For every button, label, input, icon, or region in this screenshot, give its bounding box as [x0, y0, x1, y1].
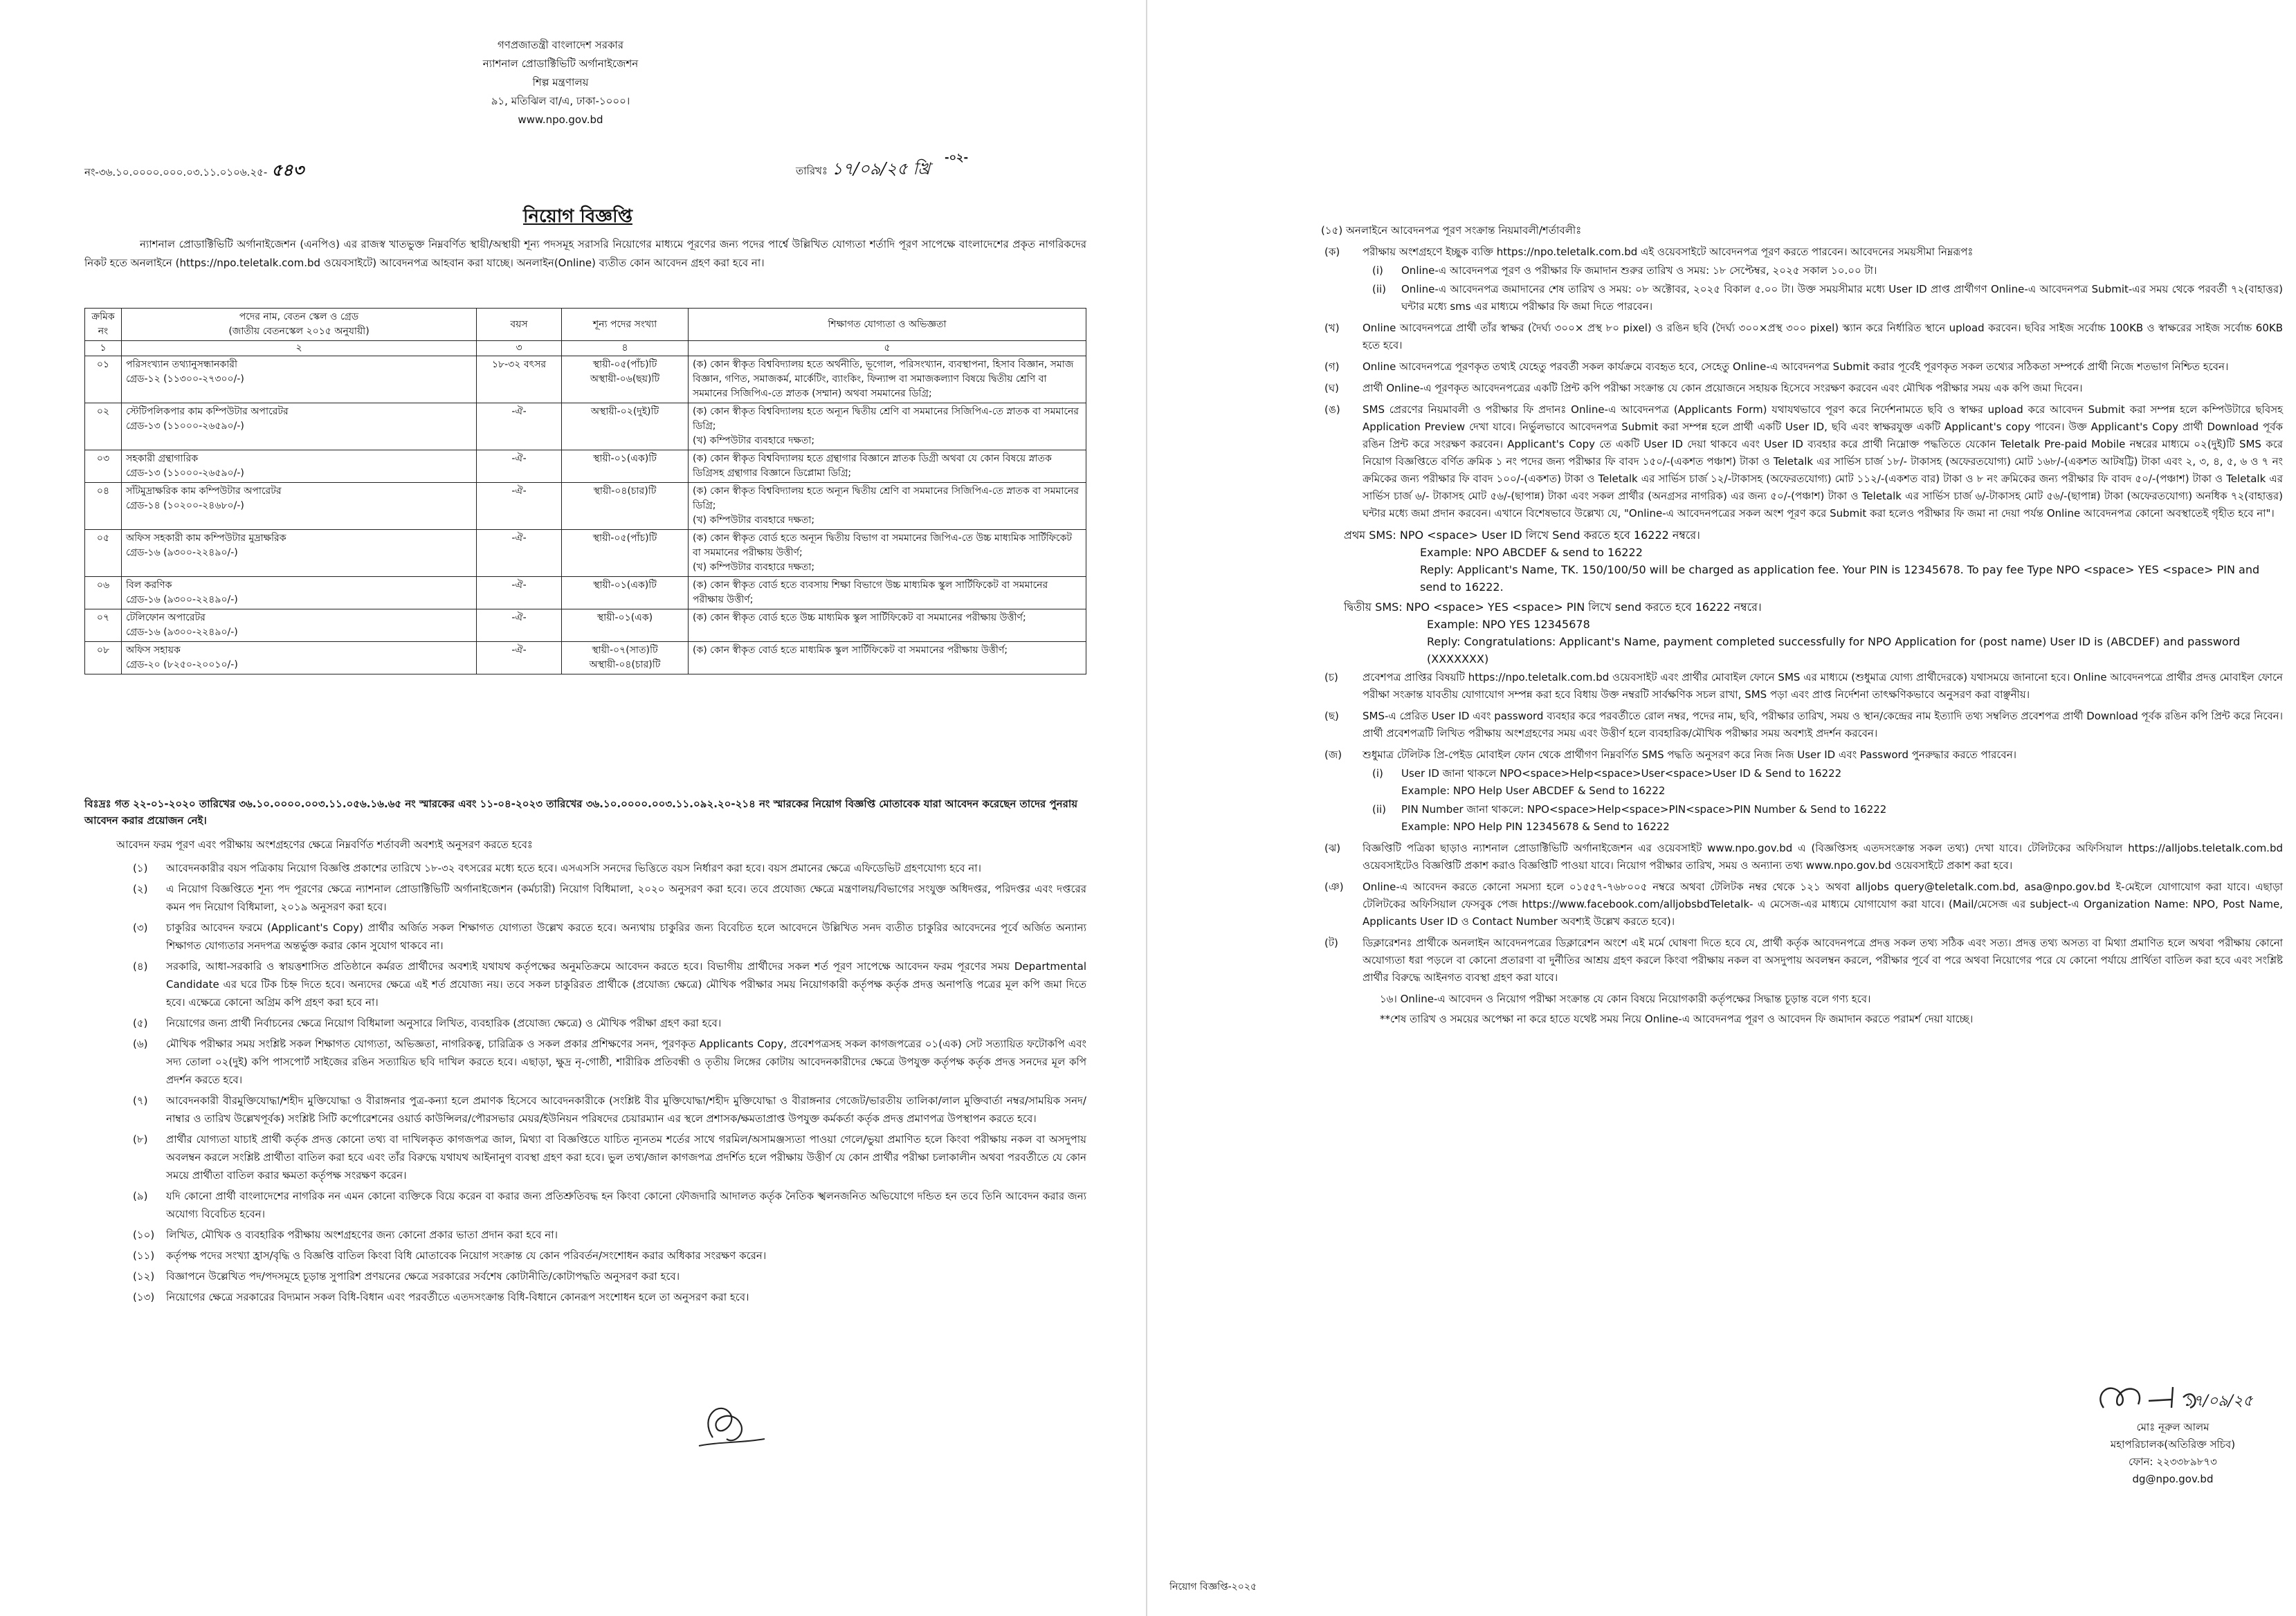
table-row — [85, 356, 1086, 403]
second-sms-reply: Reply: Congratulations: Applicant's Name, payment completed successfully for NPO Application for (post name) User ID is (ABCDEF) and password (XXXXXXX) — [1427, 635, 2241, 665]
condition-number: (৯) — [133, 1190, 148, 1202]
rule-label: (ঝ) — [1324, 842, 1341, 854]
vacancy-count: স্থায়ী-০১(এক) — [596, 612, 653, 623]
rule-sub-item — [1363, 281, 2283, 315]
post-name: অফিস সহায়ক — [126, 645, 181, 656]
condition-text: নিয়োগের জন্য প্রার্থী নির্বাচনের ক্ষেত্রে নিয়োগ বিধিমালা অনুসারে লিখিত, ব্যবহারিক (প্রযোজ্য ক্ষেত্রে) ও মৌখিক পরীক্ষা গ্রহণ করা হবে। — [166, 1017, 722, 1029]
post-name: সহকারী গ্রন্থাগারিক — [126, 453, 199, 464]
serial-cell: ০৮ — [85, 642, 122, 674]
rule-item — [1324, 320, 2283, 354]
age-cell: -ঐ- — [477, 642, 562, 674]
second-sms-block — [1344, 598, 2283, 668]
condition-item — [84, 1014, 1086, 1032]
qualification-cell — [689, 609, 1086, 642]
post-name: বিল করণিক — [126, 580, 172, 591]
rule-text: শুধুমাত্র টেলিটক প্রি-পেইড মোবাইল ফোন থেকে প্রার্থীগণ নিম্নবর্ণিত SMS পদ্ধতি অনুসরণ করে নিজ নিজ User ID এবং Password পুনরুদ্ধার করতে পারবেন। — [1363, 749, 2017, 761]
header-qualification: শিক্ষাগত যোগ্যতা ও অভিজ্ঞতা — [689, 309, 1086, 341]
condition-text: আবেদনকারী বীরমুক্তিযোদ্ধা/শহীদ মুক্তিযোদ্ধা ও বীরাঙ্গনার পুত্র-কন্যা হলে প্রমাণক হিসেবে আবেদনকারীকে (সংশ্লিষ্ট বীর মুক্তিযোদ্ধা/শহীদ মুক্তিযোদ্ধা ও বীরাঙ্গনার গেজেট/ভারতীয় তালিকা/লাল মুক্তিবার্তা নম্বর/সাময়িক সনদ/নাম্বার ও তারিখ উল্লেখপূর্বক) সংশ্লিষ্ট সিটি কর্পোরেশনের ওয়ার্ড কাউন্সিলর/পৌরসভার মেয়র/ইউনিয়ন পরিষদের চেয়ারম্যান এর স্থলে প্রশাসক/ক্ষমতাপ্রাপ্ত উপযুক্ত কর্মকর্তা কর্তৃক প্রদত্ত প্রমাণপত্র উপস্থাপন করতে হবে। — [166, 1094, 1086, 1125]
post-grade: গ্রেড-১৬ (৯৩০০-২২৪৯০/-) — [126, 594, 238, 605]
rule-label: (চ) — [1324, 671, 1338, 683]
qualification-line: (খ) কম্পিউটার ব্যবহারে দক্ষতা; — [693, 562, 815, 573]
govt-name: গণপ্রজাতন্ত্রী বাংলাদেশ সরকার — [497, 39, 624, 51]
rule-item — [1324, 358, 2283, 376]
condition-item — [84, 1247, 1086, 1265]
signatory-name: মোঃ নূরুল আলম — [2136, 1421, 2210, 1433]
column-number: ৩ — [477, 341, 562, 356]
qualification-cell — [689, 530, 1086, 577]
condition-text: নিয়োগের ক্ষেত্রে সরকারের বিদ্যমান সকল বিধি-বিধান এবং পরবর্তীতে এতদসংক্রান্ত বিধি-বিধানে কোনরূপ সংশোধন হলে তা অনুসরণ করা হবে। — [166, 1291, 749, 1303]
rule-label: (ঙ) — [1324, 403, 1340, 416]
table-row — [85, 450, 1086, 483]
vacancy-count: স্থায়ী-০৫(পাঁচ)টি — [592, 533, 657, 544]
online-rules-list — [1324, 244, 2283, 522]
rule-text: বিজ্ঞপ্তিটি পত্রিকা ছাড়াও ন্যাশনাল প্রোডাক্টিভিটি অর্গানাইজেশন এর ওয়েবসাইট www.npo.gov.bd এ (বিজ্ঞপ্তিসহ এতদসংক্রান্ত সকল তথ্য) দেখা যাবে। টেলিটকের অফিসিয়াল https://alljobs.teletalk.com.bd ওয়েবসাইটেও বিজ্ঞপ্তিটি প্রকাশ করাও বিজ্ঞপ্তিটি পাওয়া যাবে। নিয়োগ পরীক্ষার তারিখ, সময় ও অন্যান্য তথ্য www.npo.gov.bd ওয়েবসাইটে প্রকাশ করা হবে। — [1363, 842, 2283, 872]
rule-text: প্রার্থী Online-এ পূরণকৃত আবেদনপত্রের একটি প্রিন্ট কপি পরীক্ষা সংক্রান্ত যে কোন প্রয়োজনে সহায়ক হিসেবে সংরক্ষণ করবেন এবং মৌখিক পরীক্ষার সময় এক কপি জমা দিবেন। — [1363, 382, 2083, 394]
vacancy-cell — [562, 577, 689, 609]
table-row — [85, 577, 1086, 609]
qualification-line: (খ) কম্পিউটার ব্যবহারে দক্ষতা; — [693, 515, 815, 526]
rule-text: SMS-এ প্রেরিত User ID এবং password ব্যবহার করে পরবর্তীতে রোল নম্বর, পদের নাম, ছবি, পরীক্ষার তারিখ, সময় ও স্থান/কেন্দ্রের নাম ইত্যাদি তথ্য সম্বলিত প্রবেশপত্র প্রার্থী Download পূর্বক রঙিন কপি প্রিন্ট করে নিবেন। প্রার্থী প্রবেশপত্রটি লিখিত পরীক্ষায় অংশগ্রহণের সময় এবং উত্তীর্ণ হলে ব্যবহারিক/মৌখিক পরীক্ষার সময় অবশ্যই প্রদর্শন করবেন। — [1363, 710, 2283, 740]
qualification-line: (ক) কোন স্বীকৃত বিশ্ববিদ্যালয় হতে অন্যূন দ্বিতীয় শ্রেণি বা সমমানের সিজিপিএ-তে স্নাতক বা সমমানের ডিগ্রি; — [693, 406, 1079, 432]
rule-item — [1324, 935, 2283, 986]
vacancy-count: স্থায়ী-০৪(চার)টি — [593, 486, 657, 497]
vacancy-cell — [562, 356, 689, 403]
vacancy-table-body — [85, 356, 1086, 674]
rule-sub-text: PIN Number জানা থাকলে: NPO<space>Help<space>PIN<space>PIN Number & Send to 16222 — [1401, 803, 1887, 816]
signatory-designation: মহাপরিচালক(অতিরিক্ত সচিব) — [2110, 1438, 2236, 1451]
condition-text: এ নিয়োগ বিজ্ঞপ্তিতে শূন্য পদ পূরণের ক্ষেত্রে ন্যাশনাল প্রোডাক্টিভিটি অর্গানাইজেশন (কর্মচারী) নিয়োগ বিধিমালা, ২০২০ অনুসরণ করা হবে। তবে প্রযোজ্য ক্ষেত্রে মন্ত্রণালয়/বিভাগের সংযুক্ত অধিদপ্তর, পরিদপ্তর এবং দপ্তরের কমন পদ নিয়োগ বিধিমালা, ২০১৯ অনুসরণ করা হবে। — [166, 883, 1086, 913]
page-footer: নিয়োগ বিজ্ঞপ্তি-২০২৫ — [1169, 1581, 1257, 1592]
qualification-line: (খ) কম্পিউটার ব্যবহারে দক্ষতা; — [693, 435, 815, 446]
post-name: পরিসংখ্যান তথ্যানুসন্ধানকারী — [126, 359, 237, 370]
condition-number: (১০) — [133, 1229, 155, 1241]
rule-item — [1324, 380, 2283, 397]
signatory-email: dg@npo.gov.bd — [2132, 1473, 2214, 1485]
org-website: www.npo.gov.bd — [518, 113, 603, 126]
serial-cell: ০৫ — [85, 530, 122, 577]
qualification-cell — [689, 483, 1086, 530]
conditions-list — [84, 859, 1086, 1309]
date-handwritten: ১৭/০৯/২৫ খ্রি — [832, 159, 931, 178]
header-post-name-sub: (জাতীয় বেতনস্কেল ২০১৫ অনুযায়ী) — [228, 326, 370, 337]
date-label: তারিখঃ — [796, 165, 828, 177]
post-name: অফিস সহকারী কাম কম্পিউটার মুদ্রাক্ষরিক — [126, 533, 286, 544]
rule-item — [1324, 746, 2283, 836]
condition-number: (৮) — [133, 1133, 148, 1146]
condition-number: (৫) — [133, 1017, 148, 1029]
rule-text: SMS প্রেরণের নিয়মাবলী ও পরীক্ষার ফি প্রদানঃ Online-এ আবেদনপত্র (Applicants Form) যথাযথভাবে পূরণ করে নির্দেশনামতে ছবি ও স্বাক্ষর upload করে আবেদন Submit করা সম্পন্ন হলে কম্পিউটারে ছবিসহ Application Preview দেখা যাবে। নির্ভুলভাবে আবেদনপত্র Submit করা সম্পন্ন হলে প্রার্থী একটি User ID, ছবি এবং স্বাক্ষরযুক্ত একটি Applicant's copy পাবেন। উক্ত Applicant's Copy প্রার্থী Download পূর্বক রঙিন প্রিন্ট করে সংরক্ষণ করবেন। Applicant's Copy তে একটি User ID দেয়া থাকবে এবং User ID ব্যবহার করে প্রার্থী নিম্নোক্ত পদ্ধতিতে যেকোন Teletalk Pre-paid Mobile নম্বরের মাধ্যমে ০২(দুই)টি SMS করে নিয়োগ বিজ্ঞপ্তিতে বর্ণিত ক্রমিক ১ নং পদের জন্য পরীক্ষার ফি বাবদ ১৫০/-(একশত পঞ্চাশ) টাকা ও Teletalk এর সার্ভিস চার্জ ১৮/- টাকাসহ (অফেরতযোগ্য) মোট ১৬৮/-(একশত আটষট্টি) টাকা এবং ২, ৩, ৪, ৫, ৬ ও ৭ নং ক্রমিকের জন্য পরীক্ষার ফি বাবদ ১০০/-(একশত) টাকা ও Teletalk এর সার্ভিস চার্জ ১২/-টাকাসহ (অফেরতযোগ্য) মোট ১১২/-(একশত বার) টাকা ও ৮ নং ক্রমিকের জন্য পরীক্ষার ফি বাবদ ৫০/-(পঞ্চাশ) টাকা ও Teletalk এর সার্ভিস চার্জ ৬/- টাকাসহ মোট ৫৬/-(ছাপান্ন) টাকা এবং সকল প্রার্থীর (অনগ্রসর নাগরিক) এর জন্য ৫০/-(পঞ্চাশ) টাকা ও Teletalk এর সার্ভিস চার্জ ৬/-টাকাসহ মোট ৫৬/-(ছাপান্ন) টাকা (অফেরতযোগ্য) অনধিক ৭২(বাহাত্তর) ঘন্টার মধ্যে জমা প্রদান করবেন। এখানে বিশেষভাবে উল্লেখ্য যে, "Online-এ আবেদনপত্রের সকল অংশ পূরণ করে Submit করা হলেও পরীক্ষার ফি জমা না দেয়া পর্যন্ত Online আবেদনপত্র কোনো অবস্থাতেই গৃহীত হবে না"। — [1363, 403, 2283, 520]
serial-cell: ০৩ — [85, 450, 122, 483]
condition-item — [84, 1226, 1086, 1244]
age-cell: -ঐ- — [477, 609, 562, 642]
serial-cell: ০২ — [85, 403, 122, 450]
column-number: ৫ — [689, 341, 1086, 356]
first-sms-instruction: প্রথম SMS: NPO <space> User ID লিখে Send করতে হবে 16222 নম্বরে। — [1344, 529, 1700, 542]
second-sms-instruction: দ্বিতীয় SMS: NPO <space> YES <space> PIN লিখে send করতে হবে 16222 নম্বরে। — [1344, 600, 1762, 614]
condition-number: (১১) — [133, 1249, 155, 1262]
post-cell — [122, 356, 477, 403]
rule-text: Online আবেদনপত্রে প্রার্থী তাঁর স্বাক্ষর (দৈর্ঘ্য ৩০০× প্রস্থ ৮০ pixel) ও রঙিন ছবি (দৈর্ঘ্য ৩০০×প্রস্থ ৩০০ pixel) স্ক্যান করে নির্ধারিত স্থানে upload করবেন। ছবির সাইজ সর্বোচ্চ 100KB ও স্বাক্ষরের সাইজ সর্বোচ্চ 60KB হতে হবে। — [1363, 322, 2283, 351]
condition-text: সরকারি, আধা-সরকারি ও স্বায়ত্তশাসিত প্রতিষ্ঠানে কর্মরত প্রার্থীদের অবশ্যই যথাযথ কর্তৃপক্ষের অনুমতিক্রমে আবেদন করতে হবে। বিভাগীয় প্রার্থীদের সকল শর্ত পূরণ সাপেক্ষে আবেদন ফরম পূরণের সময় Departmental Candidate এর ঘরে টিক চিহ্ন দিতে হবে। অন্যদের ক্ষেত্রে এই শর্ত প্রযোজ্য নয়। তবে সকল চাকুরিরত প্রার্থীকে (প্রযোজ্য ক্ষেত্রে) মৌখিক পরীক্ষার সময় নিয়োগকারী কর্তৃপক্ষ কর্তৃক প্রদত্ত অনাপত্তি পত্রের মূল কপি জমা দিতে হবে। এক্ষেত্রে কোনো অগ্রিম কপি গ্রহণ করা হবে না। — [166, 960, 1086, 1009]
rule-text: পরীক্ষায় অংশগ্রহণে ইচ্ছুক ব্যক্তি https://npo.teletalk.com.bd এই ওয়েবসাইটে আবেদনপত্র পূরণ করতে পারবেন। আবেদনের সময়সীমা নিম্নরূপঃ — [1363, 246, 1974, 258]
qualification-line: (ক) কোন স্বীকৃত বোর্ড হতে মাধ্যমিক স্কুল সার্টিফিকেট বা সমমানের পরীক্ষায় উত্তীর্ণ; — [693, 645, 1008, 656]
column-number: ৪ — [562, 341, 689, 356]
ministry-name: শিল্প মন্ত্রণালয় — [532, 76, 589, 89]
table-row — [85, 403, 1086, 450]
age-cell: -ঐ- — [477, 450, 562, 483]
condition-number: (৬) — [133, 1038, 148, 1050]
rule-text: Online আবেদনপত্রে পূরণকৃত তথ্যই যেহেতু পরবর্তী সকল কার্যক্রমে ব্যবহৃত হবে, সেহেতু Online-এ আবেদনপত্র Submit করার পূর্বেই পূরণকৃত সকল তথ্যের সঠিকতা সম্পর্কে প্রার্থী নিজে শতভাগ নিশ্চিত হবেন। — [1363, 360, 2229, 373]
qualification-line: (ক) কোন স্বীকৃত বিশ্ববিদ্যালয় হতে অর্থনীতি, ভূগোল, পরিসংখ্যান, ব্যবস্থাপনা, হিসাব বিজ্ঞান, সমাজ বিজ্ঞান, গণিত, সমাজকর্ম, মার্কেটিং, ব্যাংকিং, ফিন্যান্স বা সমাজকল্যাণ বিষয়ে দ্বিতীয় শ্রেণি বা সমমানের সিজিপিএ-তে স্নাতক (সম্মান) অথবা সমমানের ডিগ্রি; — [693, 359, 1074, 399]
post-cell — [122, 642, 477, 674]
rule-sub-text: Online-এ আবেদনপত্র জমাদানের শেষ তারিখ ও সময়: ০৮ অক্টোবর, ২০২৫ বিকাল ৫.০০ টা। উক্ত সময়সীমার মধ্যে User ID প্রাপ্ত প্রার্থীগণ Online-এ আবেদনপত্র Submit-এর সময় থেকে পরবর্তী ৭২(বাহাত্তর) ঘন্টার মধ্যে sms এর মাধ্যমে পরীক্ষার ফি জমা দিতে পারবেন। — [1401, 283, 2283, 313]
condition-number: (১৩) — [133, 1291, 155, 1303]
rule-label: (ঘ) — [1324, 382, 1339, 394]
header-post-name-main: পদের নাম, বেতন স্কেল ও গ্রেড — [239, 311, 359, 322]
qualification-line: (ক) কোন স্বীকৃত বোর্ড হতে ব্যবসায় শিক্ষা বিভাগে উচ্চ মাধ্যমিক স্কুল সার্টিফিকেট বা সমমানের পরীক্ষায় উত্তীর্ণ; — [693, 580, 1048, 605]
rule-sub-example: Example: NPO Help User ABCDEF & Send to 16222 — [1401, 784, 1666, 797]
rule-text: প্রবেশপত্র প্রাপ্তির বিষয়টি https://npo.teletalk.com.bd ওয়েবসাইট এবং প্রার্থীর মোবাইল ফোনে SMS এর মাধ্যমে (শুধুমাত্র যোগ্য প্রার্থীদেরকে) যথাসময়ে জানানো হবে। Online আবেদনপত্রে প্রার্থীর প্রদত্ত মোবাইল ফোনে পরীক্ষা সংক্রান্ত যাবতীয় যোগাযোগ সম্পন্ন করা হবে বিধায় উক্ত নম্বরটি সার্বক্ষণিক সচল রাখা, SMS পড়া এবং প্রাপ্ত নির্দেশনা তাৎক্ষণিকভাবে অনুসরণ করা বাঞ্ছনীয়। — [1363, 671, 2283, 701]
vacancy-table — [84, 308, 1086, 674]
condition-item — [84, 1267, 1086, 1285]
table-row — [85, 530, 1086, 577]
serial-cell: ০১ — [85, 356, 122, 403]
first-sms-example: Example: NPO ABCDEF & send to 16222 — [1420, 546, 1643, 559]
condition-text: যদি কোনো প্রার্থী বাংলাদেশের নাগরিক নন এমন কোনো ব্যক্তিকে বিয়ে করেন বা করার জন্য প্রতিশ্রুতিবদ্ধ হন কিংবা কোনো ফৌজদারি আদালত কর্তৃক নৈতিক স্খলনজনিত অভিযোগে দন্ডিত হন তবে তিনি আবেদন করার জন্য অযোগ্য বিবেচিত হবেন। — [166, 1190, 1086, 1220]
rule-sub-item — [1363, 765, 2283, 800]
rule-label: (খ) — [1324, 322, 1340, 334]
age-cell: -ঐ- — [477, 577, 562, 609]
post-cell — [122, 530, 477, 577]
rule-label: (ক) — [1324, 246, 1340, 258]
rule-item — [1324, 244, 2283, 315]
post-grade: গ্রেড-১৬ (৯৩০০-২২৪৯০/-) — [126, 627, 238, 638]
condition-number: (২) — [133, 883, 148, 895]
memo-handwritten-number: ৫৪৩ — [271, 160, 304, 180]
qualification-line: (ক) কোন স্বীকৃত বিশ্ববিদ্যালয় হতে অন্যূন দ্বিতীয় শ্রেণি বা সমমানের সিজিপিএ-তে স্নাতক বা সমমানের ডিগ্রি; — [693, 486, 1079, 511]
qualification-cell — [689, 642, 1086, 674]
header-post-name — [122, 309, 477, 341]
rule-sub-label: (i) — [1372, 767, 1383, 780]
rule-label: (জ) — [1324, 749, 1342, 761]
qualification-cell — [689, 577, 1086, 609]
signature-block — [2069, 1373, 2277, 1488]
condition-text: প্রার্থীর যোগ্যতা যাচাই প্রার্থী কর্তৃক প্রদত্ত কোনো তথ্য বা দাখিলকৃত কাগজপত্র জাল, মিথ্যা বা বিজ্ঞপ্তিতে যাচিত ন্যূনতম শর্তের সাথে গরমিল/অসামঞ্জস্যতা পাওয়া গেলে/ভুয়া প্রমাণিত হলে কিংবা পরীক্ষায় নকল বা অসদুপায় অবলম্বন করলে সংশ্লিষ্ট প্রার্থীতা বাতিল করা হবে এবং তাঁর বিরুদ্ধে যথাযথ আইনানুগ ব্যবস্থা গ্রহণ করা হবে। ভুল তথ্য/জাল কাগজপত্র প্রদর্শিত হলে পরীক্ষায় উত্তীর্ণ যে কোন প্রার্থীর পরীক্ষা চলাকালীন অথবা পরবর্তীতে যে কোন সময়ে প্রার্থীতা বাতিল করার ক্ষমতা কর্তৃপক্ষ সংরক্ষণ করেন। — [166, 1133, 1086, 1182]
header-vacancy: শূন্য পদের সংখ্যা — [562, 309, 689, 341]
condition-number: (১২) — [133, 1270, 155, 1283]
post-grade: গ্রেড-১৩ (১১০০০-২৬৫৯০/-) — [126, 468, 244, 479]
serial-cell: ০৪ — [85, 483, 122, 530]
notice-intro: ন্যাশনাল প্রোডাক্টিভিটি অর্গানাইজেশন (এনপিও) এর রাজস্ব খাতভুক্ত নিম্নবর্ণিত স্থায়ী/অস্থায়ী শূন্য পদসমূহ সরাসরি নিয়োগের মাধ্যমে পূরণের জন্য পদের পার্শ্বে উল্লিখিত যোগ্যতা শর্তাদি পূরণ সাপেক্ষে বাংলাদেশের প্রকৃত নাগরিকদের নিকট হতে অনলাইনে (https://npo.teletalk.com.bd ওয়েবসাইটে) আবেদনপত্র আহবান করা যাচ্ছে। অনলাইন(Online) ব্যতীত কোন আবেদন গ্রহণ করা হবে না। — [84, 238, 1086, 269]
letterhead — [381, 36, 740, 129]
vacancy-count: স্থায়ী-০১(এক)টি — [593, 580, 657, 591]
vacancy-count: অস্থায়ী-০৬(ছয়)টি — [590, 374, 660, 385]
rule-label: (গ) — [1324, 360, 1340, 373]
rule-text: ডিক্লারেশনঃ প্রার্থীকে অনলাইন আবেদনপত্রের ডিক্লারেশন অংশে এই মর্মে ঘোষণা দিতে হবে যে, প্রার্থী কর্তৃক আবেদনপত্রে প্রদত্ত সকল তথ্য সঠিক এবং সত্য। প্রদত্ত তথ্য অসত্য বা মিথ্যা প্রমাণিত হলে অথবা পরীক্ষায় কোনো অযোগ্যতা ধরা পড়লে বা কোনো প্রতারণা বা দুর্নীতির আশ্রয় গ্রহণ করলে কিংবা পরীক্ষায় নকল বা অসদুপায় অবলম্বন করলে, পরীক্ষার পূর্বে বা পরে অথবা নিয়োগের পরে যে কোনো পর্যায়ে প্রার্থিতা বাতিল করা হবে এবং সংশ্লিষ্ট প্রার্থীর বিরুদ্ধে আইনগত ব্যবস্থা গ্রহণ করা যাবে। — [1363, 937, 2283, 984]
condition-text: মৌখিক পরীক্ষার সময় সংশ্লিষ্ট সকল শিক্ষাগত যোগ্যতা, অভিজ্ঞতা, নাগরিকত্ব, চারিত্রিক ও সকল প্রকার প্রশিক্ষণের সনদ, পূরণকৃত Applicants Copy, প্রবেশপত্রসহ সকল কাগজপত্রের ০১(এক) সেট সত্যায়িত ফটোকপি এবং সদ্য তোলা ০২(দুই) কপি পাসপোর্ট সাইজের রঙিন সত্যায়িত ছবি দাখিল করতে হবে। এছাড়া, ক্ষুদ্র নৃ-গোষ্ঠী, শারীরিক প্রতিবন্ধী ও তৃতীয় লিঙ্গের কোটায় আবেদনকারীদের ক্ষেত্রে উপযুক্ত কর্তৃপক্ষ কর্তৃক প্রদত্ত সনদের মূল কপি প্রদর্শন করতে হবে। — [166, 1038, 1086, 1086]
age-cell: ১৮-৩২ বৎসর — [477, 356, 562, 403]
rule-sub-label: (i) — [1372, 264, 1383, 277]
second-sms-example: Example: NPO YES 12345678 — [1427, 618, 1590, 631]
rule-sub-example: Example: NPO Help PIN 12345678 & Send to 16222 — [1401, 820, 1670, 833]
post-cell — [122, 609, 477, 642]
rule-text: Online-এ আবেদন করতে কোনো সমস্যা হলে ০১৫৫৭-৭৬৮০০৫ নম্বরে অথবা টেলিটক নম্বর থেকে ১২১ অথবা alljobs query@teletalk.com.bd, asa@npo.gov.bd ই-মেইলে যোগাযোগ করা যাবে। এছাড়া টেলিটকের অফিসিয়াল ফেসবুক পেজ https://www.facebook.com/alljobsbdTeletalk- এ মেসেজ-এর মাধ্যমে যোগাযোগ করা যাবে। (Mail/মেসেজ এর subject-এ Organization Name: NPO, Post Name, Applicants User ID ও Contact Number অবশ্যই উল্লেখ করতে হবে)। — [1363, 881, 2283, 928]
age-cell: -ঐ- — [477, 403, 562, 450]
memo-number — [84, 158, 304, 185]
first-sms-block — [1344, 526, 2283, 596]
condition-item — [84, 1035, 1086, 1089]
vacancy-cell — [562, 609, 689, 642]
post-grade: গ্রেড-১৬ (৯৩০০-২২৪৯০/-) — [126, 547, 238, 558]
serial-cell: ০৬ — [85, 577, 122, 609]
condition-text: বিজ্ঞাপনে উল্লেখিত পদ/পদসমূহে চূড়ান্ত সুপারিশ প্রণয়নের ক্ষেত্রে সরকারের সর্বশেষ কোটানীতি/কোটাপদ্ধতি অনুসরণ করা হবে। — [166, 1270, 680, 1283]
rule-sub-item — [1363, 262, 2283, 279]
condition-item — [84, 919, 1086, 955]
condition-item — [84, 880, 1086, 916]
post-grade: গ্রেড-১২ (১১৩০০-২৭৩০০/-) — [126, 374, 244, 385]
column-number: ১ — [85, 341, 122, 356]
header-age: বয়স — [477, 309, 562, 341]
column-number-row — [85, 341, 1086, 356]
rule-item — [1324, 669, 2283, 704]
qualification-cell — [689, 403, 1086, 450]
post-name: সাঁটমুদ্রাক্ষরিক কাম কম্পিউটার অপারেটর — [126, 486, 282, 497]
condition-item — [84, 1130, 1086, 1184]
notice-title: নিয়োগ বিজ্ঞপ্তি — [523, 206, 632, 227]
vacancy-count: অস্থায়ী-০৪(চার)টি — [589, 659, 661, 670]
initial-signature — [692, 1396, 768, 1458]
condition-number: (৪) — [133, 960, 148, 973]
age-cell: -ঐ- — [477, 483, 562, 530]
condition-number: (৩) — [133, 921, 148, 934]
org-address: ৯১, মতিঝিল বা/এ, ঢাকা-১০০০। — [491, 95, 630, 107]
online-rules-heading: (১৫) অনলাইনে আবেদনপত্র পূরণ সংক্রান্ত নিয়মাবলী/শর্তাবলীঃ — [1321, 224, 1582, 237]
rule-item — [1324, 401, 2283, 522]
condition-number: (১) — [133, 862, 148, 874]
post-name: টেলিফোন অপারেটর — [126, 612, 206, 623]
rule-sub-label: (ii) — [1372, 283, 1387, 295]
vacancy-count: স্থায়ী-০৫(পাঁচ)টি — [592, 359, 657, 370]
header-serial: ক্রমিক নং — [85, 309, 122, 341]
online-rules — [1324, 244, 2283, 1028]
vacancy-cell — [562, 403, 689, 450]
issue-date — [796, 156, 930, 184]
post-name: স্টেটিপলিকপার কাম কম্পিউটার অপারেটর — [126, 406, 289, 417]
vacancy-count: স্থায়ী-০১(এক)টি — [593, 453, 657, 464]
org-name: ন্যাশনাল প্রোডাক্টিভিটি অর্গানাইজেশন — [482, 57, 639, 70]
conditions-intro: আবেদন ফরম পূরণ এবং পরীক্ষায় অংশগ্রহণের ক্ষেত্রে নিম্নবর্ণিত শর্তাবলী অবশ্যই অনুসরণ করতে হবেঃ — [116, 838, 533, 851]
online-rules-list-continued — [1324, 669, 2283, 986]
vacancy-cell — [562, 450, 689, 483]
page-number: -০২- — [945, 151, 969, 164]
signature-date: ১৭/০৯/২৫ — [2183, 1393, 2253, 1410]
rule-sub-text: Online-এ আবেদনপত্র পূরণ ও পরীক্ষার ফি জমাদান শুরুর তারিখ ও সময়: ১৮ সেপ্টেম্বর, ২০২৫ সকাল ১০.০০ টা। — [1401, 264, 1877, 277]
vacancy-cell — [562, 530, 689, 577]
vacancy-cell — [562, 642, 689, 674]
memo-prefix: নং-৩৬.১০.০০০০.০০০.০৩.১১.০১০৬.২৫- — [84, 166, 268, 178]
rule-label: (ছ) — [1324, 710, 1339, 722]
rule-item — [1324, 840, 2283, 874]
previous-applicants-note: বিঃদ্রঃ গত ২২-০১-২০২০ তারিখের ৩৬.১০.০০০০.০০৩.১১.০৫৬.১৬.৬৫ নং স্মারকের এবং ১১-০৪-২০২৩ তারিখের ৩৬.১০.০০০০.০০৩.১১.০৯২.২০-২১৪ নং স্মারকের নিয়োগ বিজ্ঞপ্তি মোতাবেক যারা আবেদন করেছেন তাদের পুনরায় আবেদন করার প্রয়োজন নেই। — [84, 798, 1078, 827]
rule-label: (ঞ) — [1324, 881, 1344, 893]
condition-number: (৭) — [133, 1094, 148, 1107]
rule-sub-label: (ii) — [1372, 803, 1387, 816]
table-row — [85, 642, 1086, 674]
condition-item — [84, 859, 1086, 877]
post-cell — [122, 483, 477, 530]
deadline-advice: **শেষ তারিখ ও সময়ের অপেক্ষা না করে হাতে যথেষ্ট সময় নিয়ে Online-এ আবেদনপত্র পূরণ ও আবেদন ফি জমাদান করতে পরামর্শ দেয়া যাচ্ছে। — [1380, 1013, 1974, 1025]
signatory-phone: ফোন: ২২৩৩৮৯৮৭৩ — [2129, 1456, 2217, 1468]
column-number: ২ — [122, 341, 477, 356]
serial-cell: ০৭ — [85, 609, 122, 642]
qualification-cell — [689, 356, 1086, 403]
post-cell — [122, 403, 477, 450]
first-sms-reply: Reply: Applicant's Name, TK. 150/100/50 will be charged as application fee. Your PIN is 12345678. To pay fee Type NPO <space> YES <space> PIN and send to 16222. — [1420, 563, 2260, 594]
condition-item — [84, 1288, 1086, 1306]
condition-text: আবেদনকারীর বয়স পত্রিকায় নিয়োগ বিজ্ঞপ্তি প্রকাশের তারিখে ১৮-৩২ বৎসরের মধ্যে হতে হবে। এসএসসি সনদের ভিত্তিতে বয়স নির্ধারণ করা হবে। বয়স প্রমানের ক্ষেত্রে এফিডেভিট গ্রহণযোগ্য হবে না। — [166, 862, 981, 874]
condition-text: কর্তৃপক্ষ পদের সংখ্যা হ্রাস/বৃদ্ধি ও বিজ্ঞপ্তি বাতিল কিংবা বিধি মোতাবেক নিয়োগ সংক্রান্ত যে কোন পরিবর্তন/সংশোধন করার অধিকার সংরক্ষণ করেন। — [166, 1249, 767, 1262]
rule-item — [1324, 708, 2283, 742]
vacancy-count: অস্থায়ী-০২(দুই)টি — [590, 406, 659, 417]
rule-item — [1324, 879, 2283, 930]
post-cell — [122, 450, 477, 483]
final-decision-clause: ১৬। Online-এ আবেদন ও নিয়োগ পরীক্ষা সংক্রান্ত যে কোন বিষয়ে নিয়োগকারী কর্তৃপক্ষের সিদ্ধান্ত চূড়ান্ত বলে গণ্য হবে। — [1380, 993, 1871, 1005]
rule-label: (ট) — [1324, 937, 1338, 949]
age-cell: -ঐ- — [477, 530, 562, 577]
table-row — [85, 483, 1086, 530]
vacancy-cell — [562, 483, 689, 530]
post-grade: গ্রেড-২০ (৮২৫০-২০০১০/-) — [126, 659, 238, 670]
vacancy-count: স্থায়ী-০৭(সাত)টি — [592, 645, 658, 656]
rule-sub-item — [1363, 801, 2283, 836]
condition-item — [84, 957, 1086, 1011]
table-row — [85, 609, 1086, 642]
qualification-line: (ক) কোন স্বীকৃত বিশ্ববিদ্যালয় হতে গ্রন্থাগার বিজ্ঞানে স্নাতক ডিগ্রী অথবা যে কোন বিষয়ে স্নাতক ডিগ্রিসহ গ্রন্থাগার বিজ্ঞানে ডিপ্লোমা ডিগ্রি; — [693, 453, 1052, 479]
post-grade: গ্রেড-১৪ (১০২০০-২৪৬৮০/-) — [126, 500, 244, 511]
qualification-line: (ক) কোন স্বীকৃত বোর্ড হতে অন্যূন দ্বিতীয় বিভাগ বা সমমানের জিপিএ-তে উচ্চ মাধ্যমিক সার্টিফিকেট বা সমমানের পরীক্ষায় উত্তীর্ণ; — [693, 533, 1073, 558]
condition-item — [84, 1187, 1086, 1223]
condition-text: লিখিত, মৌখিক ও ব্যবহারিক পরীক্ষায় অংশগ্রহণের জন্য কোনো প্রকার ভাতা প্রদান করা হবে না। — [166, 1229, 558, 1241]
qualification-line: (ক) কোন স্বীকৃত বোর্ড হতে উচ্চ মাধ্যমিক স্কুল সার্টিফিকেট বা সমমানের পরীক্ষায় উত্তীর্ণ; — [693, 612, 1026, 623]
condition-item — [84, 1092, 1086, 1128]
qualification-cell — [689, 450, 1086, 483]
condition-text: চাকুরির আবেদন ফরমে (Applicant's Copy) প্রার্থীর অর্জিত সকল শিক্ষাগত যোগ্যতা উল্লেখ করতে হবে। অন্যথায় চাকুরির জন্য বিবেচিত হলে আবেদনে উল্লিখিত সনদ ব্যতীত চাকুরির আবেদনের পূর্বে অর্জিত অন্যান্য শিক্ষাগত যোগ্যতার সনদপত্র অন্তর্ভুক্ত করার কোন সুযোগ থাকবে না। — [166, 921, 1086, 952]
post-cell — [122, 577, 477, 609]
post-grade: গ্রেড-১৩ (১১০০০-২৬৫৯০/-) — [126, 421, 244, 432]
rule-sub-text: User ID জানা থাকলে NPO<space>Help<space>User<space>User ID & Send to 16222 — [1401, 767, 1842, 780]
